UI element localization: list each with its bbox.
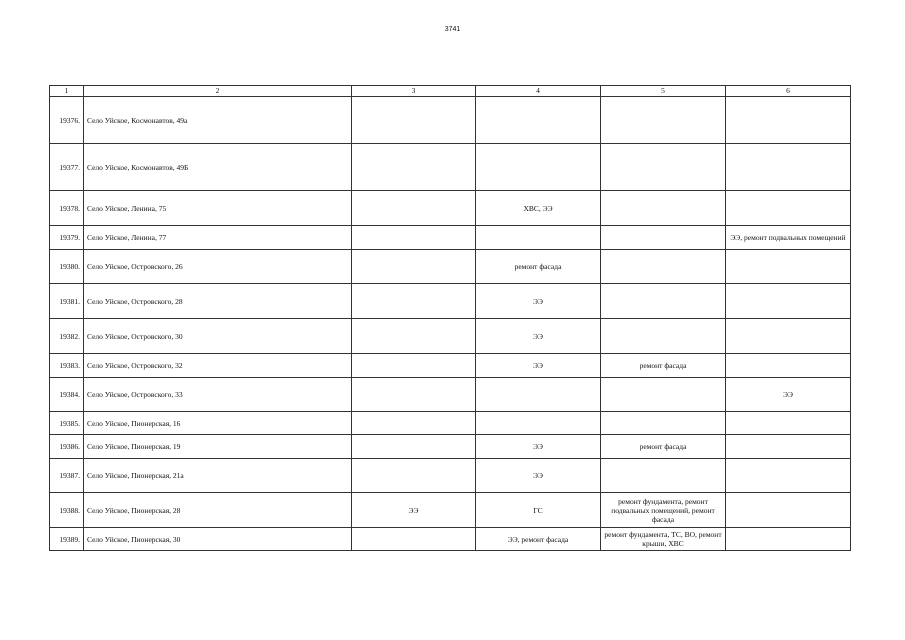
row-number: 19378. bbox=[50, 191, 84, 226]
row-col5 bbox=[601, 191, 726, 226]
table-row bbox=[50, 144, 851, 191]
row-number: 19384. bbox=[50, 378, 84, 412]
row-col3 bbox=[352, 144, 476, 191]
table-row bbox=[50, 250, 851, 284]
row-col4: ХВС, ЭЭ bbox=[476, 191, 601, 226]
row-col4: ГС bbox=[476, 493, 601, 528]
row-col3 bbox=[352, 354, 476, 378]
row-number: 19388. bbox=[50, 493, 84, 528]
row-col5 bbox=[601, 284, 726, 319]
table-row bbox=[50, 97, 851, 144]
row-col3 bbox=[352, 284, 476, 319]
row-col4: ЭЭ bbox=[476, 354, 601, 378]
row-col3 bbox=[352, 97, 476, 144]
row-col5 bbox=[601, 412, 726, 435]
row-col6: ЭЭ, ремонт подвальных помещений bbox=[726, 226, 851, 250]
row-address: Село Уйское, Пионерская, 16 bbox=[84, 412, 352, 435]
row-col6 bbox=[726, 493, 851, 528]
column-header: 6 bbox=[726, 86, 851, 97]
row-col4: ЭЭ bbox=[476, 435, 601, 459]
row-col3 bbox=[352, 412, 476, 435]
row-number: 19383. bbox=[50, 354, 84, 378]
row-address: Село Уйское, Пионерская, 30 bbox=[84, 528, 352, 551]
row-col6 bbox=[726, 191, 851, 226]
row-col6 bbox=[726, 412, 851, 435]
row-col6 bbox=[726, 435, 851, 459]
row-address: Село Уйское, Пионерская, 28 bbox=[84, 493, 352, 528]
row-col5 bbox=[601, 97, 726, 144]
row-col4: ЭЭ bbox=[476, 459, 601, 493]
row-col6 bbox=[726, 459, 851, 493]
row-col6 bbox=[726, 354, 851, 378]
row-col4 bbox=[476, 144, 601, 191]
row-col3 bbox=[352, 528, 476, 551]
row-col5: ремонт фундамента, ремонт подвальных помещений, ремонт фасада bbox=[601, 493, 726, 528]
table-row bbox=[50, 378, 851, 412]
table-row bbox=[50, 226, 851, 250]
row-address: Село Уйское, Островского, 28 bbox=[84, 284, 352, 319]
row-col5 bbox=[601, 226, 726, 250]
row-col6 bbox=[726, 250, 851, 284]
row-number: 19381. bbox=[50, 284, 84, 319]
row-col3 bbox=[352, 226, 476, 250]
page-number: 3741 bbox=[444, 26, 461, 33]
row-address: Село Уйское, Островского, 30 bbox=[84, 319, 352, 354]
row-number: 19389. bbox=[50, 528, 84, 551]
row-col6 bbox=[726, 528, 851, 551]
row-number: 19382. bbox=[50, 319, 84, 354]
row-col6 bbox=[726, 284, 851, 319]
column-header: 4 bbox=[476, 86, 601, 97]
column-header: 5 bbox=[601, 86, 726, 97]
row-col4: ЭЭ, ремонт фасада bbox=[476, 528, 601, 551]
row-number: 19379. bbox=[50, 226, 84, 250]
row-address: Село Уйское, Островского, 26 bbox=[84, 250, 352, 284]
row-col3 bbox=[352, 250, 476, 284]
row-address: Село Уйское, Пионерская, 19 bbox=[84, 435, 352, 459]
row-address: Село Уйское, Космонавтов, 49а bbox=[84, 97, 352, 144]
row-col5 bbox=[601, 459, 726, 493]
row-col4 bbox=[476, 97, 601, 144]
row-col3 bbox=[352, 378, 476, 412]
row-number: 19387. bbox=[50, 459, 84, 493]
row-col3 bbox=[352, 319, 476, 354]
header-row bbox=[50, 86, 851, 97]
row-address: Село Уйское, Пионерская, 21а bbox=[84, 459, 352, 493]
column-header: 1 bbox=[50, 86, 84, 97]
row-col6: ЭЭ bbox=[726, 378, 851, 412]
row-number: 19386. bbox=[50, 435, 84, 459]
row-col4: ЭЭ bbox=[476, 319, 601, 354]
row-col3 bbox=[352, 191, 476, 226]
table-row bbox=[50, 412, 851, 435]
row-col3 bbox=[352, 459, 476, 493]
row-col5: ремонт фасада bbox=[601, 354, 726, 378]
table-row bbox=[50, 191, 851, 226]
row-address: Село Уйское, Ленина, 77 bbox=[84, 226, 352, 250]
column-header: 2 bbox=[84, 86, 352, 97]
row-col6 bbox=[726, 97, 851, 144]
buildings-table bbox=[49, 85, 851, 551]
row-col4: ЭЭ bbox=[476, 284, 601, 319]
row-number: 19380. bbox=[50, 250, 84, 284]
row-col3 bbox=[352, 435, 476, 459]
table-row bbox=[50, 354, 851, 378]
row-col5: ремонт фундамента, ТС, ВО, ремонт крыши, ХВС bbox=[601, 528, 726, 551]
row-col5 bbox=[601, 250, 726, 284]
table-row bbox=[50, 435, 851, 459]
table-row bbox=[50, 319, 851, 354]
table-row bbox=[50, 459, 851, 493]
row-col5 bbox=[601, 378, 726, 412]
row-address: Село Уйское, Космонавтов, 49Б bbox=[84, 144, 352, 191]
row-col5: ремонт фасада bbox=[601, 435, 726, 459]
row-address: Село Уйское, Островского, 33 bbox=[84, 378, 352, 412]
row-col4 bbox=[476, 412, 601, 435]
table-row bbox=[50, 528, 851, 551]
row-number: 19385. bbox=[50, 412, 84, 435]
row-col5 bbox=[601, 144, 726, 191]
row-col6 bbox=[726, 144, 851, 191]
row-address: Село Уйское, Ленина, 75 bbox=[84, 191, 352, 226]
row-number: 19377. bbox=[50, 144, 84, 191]
row-col6 bbox=[726, 319, 851, 354]
row-col4 bbox=[476, 378, 601, 412]
column-header: 3 bbox=[352, 86, 476, 97]
row-col3: ЭЭ bbox=[352, 493, 476, 528]
row-address: Село Уйское, Островского, 32 bbox=[84, 354, 352, 378]
row-number: 19376. bbox=[50, 97, 84, 144]
row-col4 bbox=[476, 226, 601, 250]
table-row bbox=[50, 284, 851, 319]
row-col5 bbox=[601, 319, 726, 354]
row-col4: ремонт фасада bbox=[476, 250, 601, 284]
table-row bbox=[50, 493, 851, 528]
